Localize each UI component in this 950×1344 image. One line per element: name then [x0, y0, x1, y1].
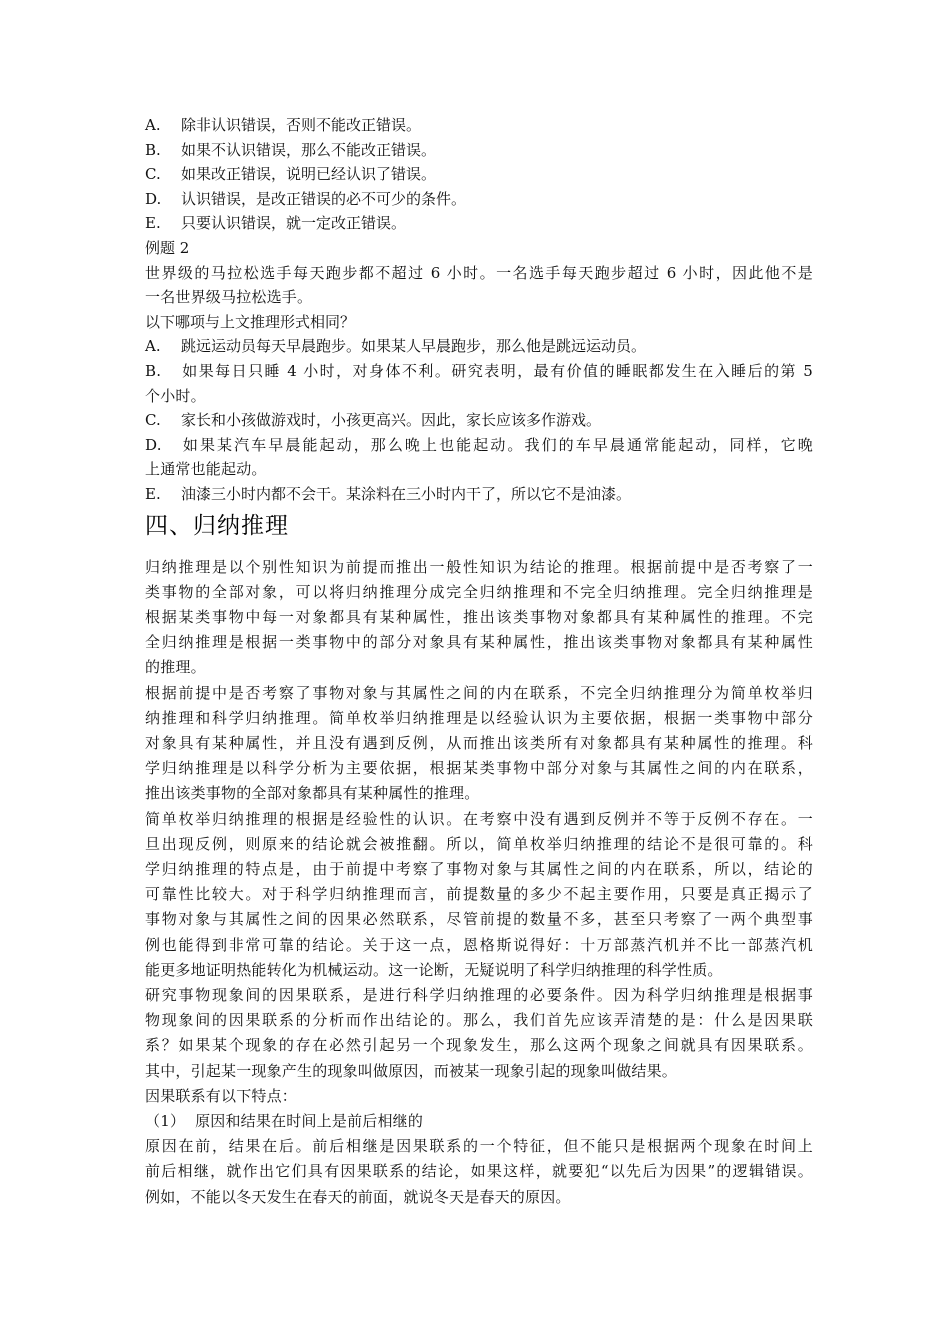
option-e: [145, 482, 813, 507]
example-stem-line: 世界级的马拉松选手每天跑步都不超过 6 小时。一名选手每天跑步超过 6 小时，因此他不是: [145, 263, 813, 282]
paragraph-line: 物现象间的因果联系的分析而作出结论的。那么，我们首先应该弄清楚的是：什么是因果联: [145, 1011, 813, 1030]
option-text-continued: 上通常也能起动。: [145, 460, 267, 479]
paragraph-line: 事物对象与其属性之间的因果必然联系，尽管前提的数量不多，甚至只考察了一两个典型事: [145, 910, 813, 929]
option-text: 油漆三小时内都不会干。某涂料在三小时内干了，所以它不是油漆。: [181, 484, 632, 503]
paragraph-2: [145, 681, 813, 807]
example-stem-line: 一名世界级马拉松选手。: [145, 288, 313, 307]
paragraph-line: 推出该类事物的全部对象都具有某种属性的推理。: [145, 784, 480, 803]
paragraph-line: 归纳推理是以个别性知识为前提而推出一般性知识为结论的推理。根据前提中是否考察了一: [145, 557, 813, 576]
option-b: [145, 359, 813, 384]
paragraph-line: 可靠性比较大。对于科学归纳推理而言，前提数量的多少不起主要作用，只要是真正揭示了: [145, 885, 813, 904]
paragraph-line: 类事物的全部对象，可以将归纳推理分成完全归纳推理和不完全归纳推理。完全归纳推理是: [145, 582, 813, 601]
section-body: [145, 555, 813, 1210]
example-2: [145, 236, 813, 507]
option-text: 除非认识错误，否则不能改正错误。: [181, 116, 422, 134]
list-item-1: [145, 1109, 813, 1134]
paragraph-line: 研究事物现象间的因果联系，是进行科学归纳推理的必要条件。因为科学归纳推理是根据事: [145, 985, 813, 1004]
option-text: 认识错误，是改正错误的必不可少的条件。: [181, 189, 467, 208]
option-d: [145, 433, 813, 458]
paragraph-line: 例也能得到非常可靠的结论。关于这一点，恩格斯说得好：十万部蒸汽机并不比一部蒸汽机: [145, 935, 813, 954]
option-c: [145, 162, 813, 187]
option-text: 如果每日只睡 4 小时，对身体不利。研究表明，最有价值的睡眠都发生在入睡后的第 5: [181, 361, 813, 380]
option-letter: D.: [145, 435, 162, 454]
paragraph-line: 对象具有某种属性，并且没有遇到反例，从而推出该类所有对象都具有某种属性的推理。科: [145, 733, 813, 752]
option-a: [145, 113, 813, 138]
paragraph-line: 根据某类事物中每一对象都具有某种属性，推出该类事物对象都具有某种属性的推理。不完: [145, 607, 813, 626]
paragraph-line: 原因在前，结果在后。前后相继是因果联系的一个特征，但不能只是根据两个现象在时间上: [145, 1137, 813, 1156]
paragraph-line: 根据前提中是否考察了事物对象与其属性之间的内在联系，不完全归纳推理分为简单枚举归: [145, 683, 813, 702]
paragraph-line: 能更多地证明热能转化为机械运动。这一论断，无疑说明了科学归纳推理的科学性质。: [145, 960, 723, 979]
option-letter: E.: [145, 484, 161, 503]
option-c: [145, 408, 813, 433]
option-text: 如果改正错误，说明已经认识了错误。: [181, 165, 437, 184]
option-text-continued: 个小时。: [145, 386, 206, 405]
option-d: [145, 187, 813, 212]
options-list-1: [145, 113, 813, 236]
option-text: 如果某汽车早晨能起动，那么晚上也能起动。我们的车早晨通常能起动，同样，它晚: [181, 435, 813, 454]
paragraph-line: 的推理。: [145, 658, 206, 677]
option-a: [145, 334, 813, 359]
paragraph-line: 学归纳推理是以科学分析为主要依据，根据某类事物中部分对象与其属性之间的内在联系，: [145, 759, 813, 778]
paragraph-line: 纳推理和科学归纳推理。简单枚举归纳推理是以经验认识为主要依据，根据一类事物中部分: [145, 708, 813, 727]
paragraph-4: [145, 983, 813, 1084]
paragraph-line: 旦出现反例，则原来的结论就会被推翻。所以，简单枚举归纳推理的结论不是很可靠的。科: [145, 834, 813, 853]
option-text: 如果不认识错误，那么不能改正错误。: [181, 140, 437, 159]
option-text: 只要认识错误，就一定改正错误。: [181, 214, 407, 233]
example-label: 例题 2: [145, 238, 190, 257]
option-e: [145, 211, 813, 236]
paragraph-line: 学归纳推理的特点是，由于前提中考察了事物对象与其属性之间的内在联系，所以，结论的: [145, 859, 813, 878]
option-letter: D.: [145, 189, 162, 208]
paragraph-6: [145, 1134, 813, 1210]
option-letter: A.: [145, 116, 161, 134]
option-text: 家长和小孩做游戏时，小孩更高兴。因此，家长应该多作游戏。: [181, 411, 602, 430]
section-heading: 四、归纳推理: [145, 512, 289, 539]
paragraph-3: [145, 807, 813, 983]
option-letter: B.: [145, 361, 162, 380]
paragraph-line: 前后相继，就作出它们具有因果联系的结论，如果这样，就要犯“以先后为因果”的逻辑错误。: [145, 1162, 813, 1181]
paragraph-line: 例如，不能以冬天发生在春天的前面，就说冬天是春天的原因。: [145, 1187, 571, 1206]
paragraph-1: [145, 555, 813, 681]
option-letter: B.: [145, 140, 161, 159]
paragraph-line: （1） 原因和结果在时间上是前后相继的: [145, 1111, 424, 1130]
option-letter: A.: [145, 337, 161, 356]
option-letter: C.: [145, 165, 161, 184]
option-letter: E.: [145, 214, 161, 233]
example-question: 以下哪项与上文推理形式相同？: [145, 312, 356, 331]
paragraph-line: 系？如果某个现象的存在必然引起另一个现象发生，那么这两个现象之间就具有因果联系。: [145, 1036, 813, 1055]
option-b: [145, 138, 813, 163]
document-page: [145, 113, 813, 1210]
option-letter: C.: [145, 411, 161, 430]
paragraph-line: 因果联系有以下特点：: [145, 1086, 298, 1105]
option-text: 跳远运动员每天早晨跑步。如果某人早晨跑步，那么他是跳远运动员。: [181, 337, 647, 356]
paragraph-5: [145, 1084, 813, 1109]
paragraph-line: 全归纳推理是根据一类事物中的部分对象具有某种属性，推出该类事物对象都具有某种属性: [145, 633, 813, 652]
paragraph-line: 其中，引起某一现象产生的现象叫做原因，而被某一现象引起的现象叫做结果。: [145, 1061, 678, 1080]
paragraph-line: 简单枚举归纳推理的根据是经验性的认识。在考察中没有遇到反例并不等于反例不存在。一: [145, 809, 813, 828]
